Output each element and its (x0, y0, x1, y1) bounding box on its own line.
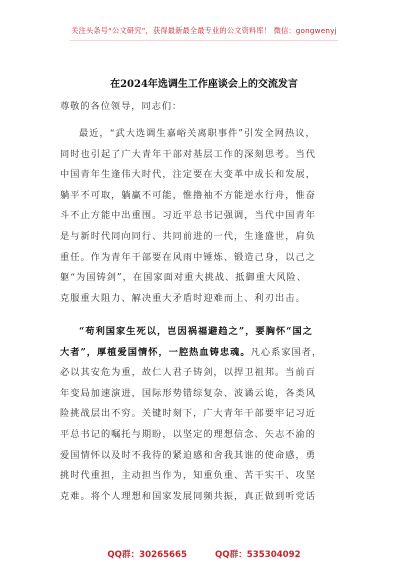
document-title: 在2024年选调生工作座谈会上的交流发言 (110, 79, 298, 90)
paragraph-1 (60, 124, 356, 309)
paragraph-1-line: 斗不止方能中出重围。习近平总书记强调，当代中国青年 (60, 210, 316, 222)
paragraph-1-line: 克服重大阻力、解决重大矛盾时迎难而上、利刃出击。 (60, 292, 306, 304)
paragraph-1-line: 中国青年生逢伟大时代，注定要在大变革中成长和发展， (60, 169, 316, 181)
paragraph-2 (60, 322, 356, 507)
paragraph-2-lead-line (60, 322, 356, 343)
paragraph-1-line: 最近，“武大选调生嘉峪关离职事件”引发全网热议， (79, 128, 316, 139)
paragraph-2-line: 平总书记的嘱托与期盼，以坚定的理想信念、矢志不渝的 (60, 428, 316, 440)
salutation: 尊敬的各位领导，同志们： (60, 101, 183, 112)
paragraph-1-line: 躯“为国铸剑”，在国家面对重大挑战、抵御重大风险、 (60, 272, 307, 284)
paragraph-2-line: 险挑战层出不穷。关键时刻下，广大青年干部要牢记习近 (60, 408, 316, 420)
paragraph-1-line: 同时也引起了广大青年干部对基层工作的深刻思考。当代 (60, 148, 316, 160)
paragraph-1-line: 躺平不可取，躺赢不可能，惟撸袖不方能逆水行舟，惟奋 (60, 189, 316, 201)
paragraph-2-line: 挑时代重担，主动担当作为，知重负重、苦干实干、攻坚 (60, 470, 316, 482)
bold-lead: ，要胸怀“国之 (245, 326, 313, 337)
paragraph-2-line: 年变局加速演进，国际形势错综复杂、波谲云诡，各类风 (60, 387, 316, 399)
qq-group-2: QQ群：535304092 (215, 550, 301, 560)
paragraph-2-lead-rest: 凡心系家国者， (250, 346, 323, 358)
paragraph-1-line: 重任。作为青年干部要在风雨中锤炼、锻造己身，以己之 (60, 251, 316, 263)
paragraph-2-line: 必以其安危为重，故仁人君子铸剑，以捍卫祖邦。当前百 (60, 367, 316, 379)
paragraph-2-line: 爱国情怀以及时不我待的紧迫感和舍我其谁的使命感，勇 (60, 449, 316, 461)
paragraph-2-lead-line (60, 343, 356, 364)
promo-header: 关注头条号“公文研究”，获得最新最全最专业的公文资料库！ 微信：gongwenyj (71, 26, 337, 35)
bold-theme: 大者”，厚植爱国情怀，一腔热血铸忠魂。 (60, 346, 251, 358)
paragraph-1-line: 是与新时代同向同行、共同前进的一代，生逢盛世，肩负 (60, 230, 316, 242)
header-divider (70, 40, 338, 41)
promo-footer (0, 548, 408, 560)
bold-quote: “苟利国家生死以，岂因祸福避趋之” (79, 326, 246, 337)
qq-group-1: QQ群：30265665 (107, 550, 187, 560)
paragraph-2-line: 克难。将个人理想和国家发展同频共振，真正做到听党话 (60, 490, 316, 502)
